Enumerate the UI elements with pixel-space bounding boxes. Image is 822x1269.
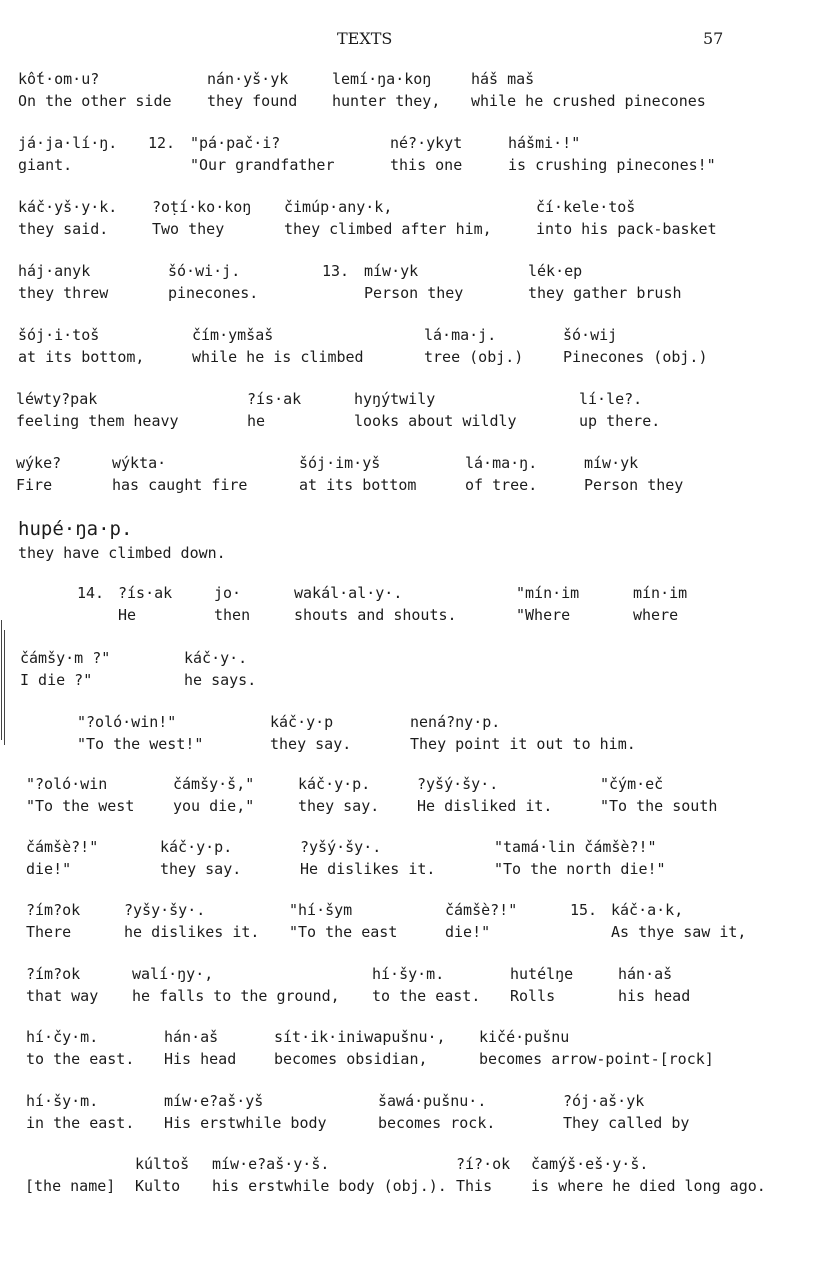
native-word: káč·yš·y·k. xyxy=(18,198,118,216)
english-gloss: Fire xyxy=(16,476,53,494)
native-word: 14. xyxy=(77,584,105,602)
native-word: lá·ma·ŋ. xyxy=(465,454,538,472)
native-word: ?ís·ak xyxy=(247,390,302,408)
native-word: čí·kele·toš xyxy=(536,198,636,216)
english-gloss: they say. xyxy=(298,797,380,815)
native-word: ?yšý·šy·. xyxy=(417,775,499,793)
native-word: léwty?pak xyxy=(16,390,98,408)
english-gloss: in the east. xyxy=(26,1114,135,1132)
english-gloss: he dislikes it. xyxy=(124,923,260,941)
english-gloss: pinecones. xyxy=(168,284,259,302)
english-gloss: they say. xyxy=(160,860,242,878)
native-word: čámšè?!" xyxy=(26,838,99,856)
english-gloss: "To the west!" xyxy=(77,735,204,753)
native-word: mín·im xyxy=(633,584,688,602)
native-word: hupé·ŋa·p. xyxy=(18,518,133,540)
native-word: káč·y·p xyxy=(270,713,334,731)
native-word: káč·y·p. xyxy=(160,838,233,856)
english-gloss: into his pack-basket xyxy=(536,220,717,238)
english-gloss: he says. xyxy=(184,671,257,689)
native-word: hán·aš xyxy=(618,965,673,983)
english-gloss: His erstwhile body xyxy=(164,1114,327,1132)
english-gloss: "Where xyxy=(516,606,571,624)
english-gloss: his erstwhile body (obj.). xyxy=(212,1177,447,1195)
native-word: nená?ny·p. xyxy=(410,713,501,731)
english-gloss: up there. xyxy=(579,412,661,430)
native-word: káč·a·k, xyxy=(611,901,684,919)
page-number: 57 xyxy=(703,29,724,48)
english-gloss: die!" xyxy=(445,923,491,941)
native-word: hí·čy·m. xyxy=(26,1028,99,1046)
native-word: 12. xyxy=(148,134,176,152)
native-word: hí·šy·m. xyxy=(26,1092,99,1110)
native-word: "čým·eč xyxy=(600,775,664,793)
english-gloss: they say. xyxy=(270,735,352,753)
english-gloss: There xyxy=(26,923,72,941)
native-word: šawá·pušnu·. xyxy=(378,1092,487,1110)
native-word: ?ís·ak xyxy=(118,584,173,602)
english-gloss: that way xyxy=(26,987,99,1005)
english-gloss: [the name] xyxy=(25,1177,116,1195)
native-word: "pá·pač·i? xyxy=(190,134,281,152)
english-gloss: is where he died long ago. xyxy=(531,1177,766,1195)
native-word: šó·wij xyxy=(563,326,618,344)
native-word: ?yšy·šy·. xyxy=(124,901,206,919)
english-gloss: "To the east xyxy=(289,923,398,941)
english-gloss: As thye saw it, xyxy=(611,923,747,941)
english-gloss: while he crushed pinecones xyxy=(471,92,706,110)
english-gloss: Person they xyxy=(364,284,464,302)
native-word: lék·ep xyxy=(528,262,583,280)
english-gloss: to the east. xyxy=(26,1050,135,1068)
english-gloss: they gather brush xyxy=(528,284,682,302)
native-word: šój·i·toš xyxy=(18,326,100,344)
english-gloss: Rolls xyxy=(510,987,556,1005)
native-word: ?oṭí·ko·koŋ xyxy=(152,198,252,216)
english-gloss: They called by xyxy=(563,1114,690,1132)
native-word: míw·e?aš·yš xyxy=(164,1092,264,1110)
native-word: čamýš·eš·y·š. xyxy=(531,1155,649,1173)
native-word: míw·yk xyxy=(584,454,639,472)
english-gloss: they found xyxy=(207,92,298,110)
english-gloss: then xyxy=(214,606,251,624)
english-gloss: you die," xyxy=(173,797,255,815)
native-word: lá·ma·j. xyxy=(424,326,497,344)
native-word: "tamá·lin čámšè?!" xyxy=(494,838,657,856)
english-gloss: where xyxy=(633,606,679,624)
english-gloss: His head xyxy=(164,1050,237,1068)
english-gloss: die!" xyxy=(26,860,72,878)
english-gloss: giant. xyxy=(18,156,73,174)
native-word: ?ím?ok xyxy=(26,901,81,919)
english-gloss: They point it out to him. xyxy=(410,735,636,753)
native-word: čámšè?!" xyxy=(445,901,518,919)
english-gloss: Kulto xyxy=(135,1177,181,1195)
native-word: 15. xyxy=(570,901,598,919)
english-gloss: he falls to the ground, xyxy=(132,987,340,1005)
english-gloss: this one xyxy=(390,156,463,174)
english-gloss: He disliked it. xyxy=(417,797,553,815)
english-gloss: feeling them heavy xyxy=(16,412,179,430)
english-gloss: they said. xyxy=(18,220,109,238)
english-gloss: hunter they, xyxy=(332,92,441,110)
english-gloss: at its bottom xyxy=(299,476,417,494)
english-gloss: This xyxy=(456,1177,493,1195)
english-gloss: becomes obsidian, xyxy=(274,1050,428,1068)
english-gloss: is crushing pinecones!" xyxy=(508,156,716,174)
native-word: hán·aš xyxy=(164,1028,219,1046)
native-word: kốt·om·u? xyxy=(18,70,100,88)
native-word: nán·yš·yk xyxy=(207,70,289,88)
native-word: čím·ymšaš xyxy=(192,326,274,344)
native-word: kúltoš xyxy=(135,1155,190,1173)
native-word: šój·im·yš xyxy=(299,454,381,472)
english-gloss: they threw xyxy=(18,284,109,302)
english-gloss: he xyxy=(247,412,266,430)
native-word: hí·šy·m. xyxy=(372,965,445,983)
english-gloss: his head xyxy=(618,987,691,1005)
english-gloss: I die ?" xyxy=(20,671,93,689)
native-word: hutélŋe xyxy=(510,965,574,983)
native-word: ?ím?ok xyxy=(26,965,81,983)
english-gloss: Pinecones (obj.) xyxy=(563,348,708,366)
english-gloss: to the east. xyxy=(372,987,481,1005)
english-gloss: they have climbed down. xyxy=(18,544,226,562)
english-gloss: becomes arrow-point-[rock] xyxy=(479,1050,714,1068)
native-word: "mín·im xyxy=(516,584,580,602)
native-word: wýkta· xyxy=(112,454,167,472)
english-gloss: Person they xyxy=(584,476,684,494)
english-gloss: shouts and shouts. xyxy=(294,606,457,624)
native-word: šó·wi·j. xyxy=(168,262,241,280)
native-word: kičé·pušnu xyxy=(479,1028,570,1046)
native-word: "?oló·win xyxy=(26,775,108,793)
native-word: čámšy·š," xyxy=(173,775,255,793)
native-word: né?·ykyt xyxy=(390,134,463,152)
english-gloss: becomes rock. xyxy=(378,1114,496,1132)
running-title: TEXTS xyxy=(337,29,393,48)
native-word: čámšy·m ?" xyxy=(20,649,111,667)
english-gloss: "To the south xyxy=(600,797,718,815)
english-gloss: "Our grandfather xyxy=(190,156,335,174)
native-word: míw·yk xyxy=(364,262,419,280)
english-gloss: while he is climbed xyxy=(192,348,364,366)
native-word: ?í?·ok xyxy=(456,1155,511,1173)
native-word: já·ja·lí·ŋ. xyxy=(18,134,118,152)
native-word: "?oló·win!" xyxy=(77,713,177,731)
native-word: lemí·ŋa·koŋ xyxy=(332,70,432,88)
native-word: čimúp·any·k, xyxy=(284,198,393,216)
native-word: sít·ik·iniwapušnu·, xyxy=(274,1028,446,1046)
native-word: lí·le?. xyxy=(579,390,643,408)
english-gloss: He xyxy=(118,606,137,624)
english-gloss: "To the north die!" xyxy=(494,860,666,878)
native-word: walí·ŋy·, xyxy=(132,965,214,983)
english-gloss: looks about wildly xyxy=(354,412,517,430)
native-word: wýke? xyxy=(16,454,62,472)
english-gloss: Two they xyxy=(152,220,225,238)
english-gloss: tree (obj.) xyxy=(424,348,524,366)
english-gloss: at its bottom, xyxy=(18,348,145,366)
english-gloss: they climbed after him, xyxy=(284,220,492,238)
english-gloss: "To the west xyxy=(26,797,135,815)
native-word: ?yšý·šy·. xyxy=(300,838,382,856)
english-gloss: of tree. xyxy=(465,476,538,494)
native-word: háj·anyk xyxy=(18,262,91,280)
native-word: míw·e?aš·y·š. xyxy=(212,1155,330,1173)
english-gloss: has caught fire xyxy=(112,476,248,494)
native-word: káč·y·p. xyxy=(298,775,371,793)
native-word: wakál·al·y·. xyxy=(294,584,403,602)
native-word: ?ój·aš·yk xyxy=(563,1092,645,1110)
native-word: jo· xyxy=(214,584,242,602)
native-word: hyŋýtwily xyxy=(354,390,436,408)
native-word: hášmi·!" xyxy=(508,134,581,152)
native-word: háš maš xyxy=(471,70,535,88)
native-word: "hí·šym xyxy=(289,901,353,919)
english-gloss: On the other side xyxy=(18,92,172,110)
native-word: káč·y·. xyxy=(184,649,248,667)
native-word: 13. xyxy=(322,262,350,280)
english-gloss: He dislikes it. xyxy=(300,860,436,878)
